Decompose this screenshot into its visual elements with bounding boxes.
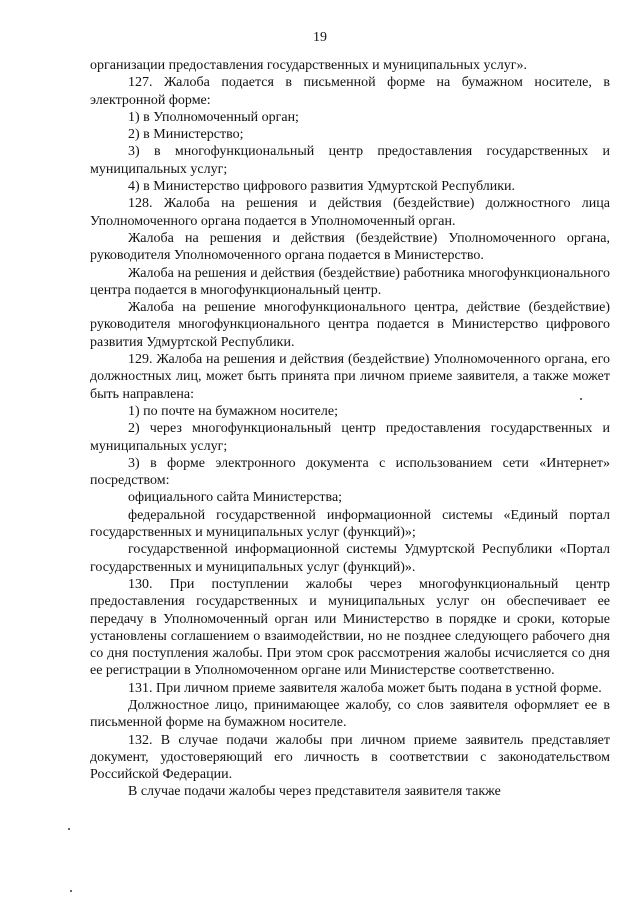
paragraph-129: 129. Жалоба на решения и действия (бездействие) Уполномоченного органа, его должностных лиц, может быть принята при личном приеме заявителя, а также может быть направлена: xyxy=(90,352,610,402)
scan-speck xyxy=(580,398,582,400)
scan-speck xyxy=(68,828,70,830)
list-item: 1) по почте на бумажном носителе; xyxy=(128,403,338,419)
list-item: 1) в Уполномоченный орган; xyxy=(128,109,299,125)
paragraph: Должностное лицо, принимающее жалобу, со слов заявителя оформляет ее в письменной форме на бумажном носителе. xyxy=(90,697,610,731)
sub-item: государственной информационной системы Удмуртской Республики «Портал государственных и муниципальных услуг (функций)». xyxy=(90,542,610,575)
paragraph-128: 128. Жалоба на решения и действия (бездействие) должностного лица Уполномоченного органа подается в Уполномоченный орган. xyxy=(90,196,610,229)
paragraph: В случае подачи жалобы через представителя заявителя также xyxy=(128,784,501,800)
paragraph: организации предоставления государственных и муниципальных услуг». xyxy=(90,58,527,73)
list-item: 3) в многофункциональный центр предоставления государственных и муниципальных услуг; xyxy=(90,144,610,177)
scan-speck xyxy=(70,890,72,892)
paragraph-130: 130. При поступлении жалобы через многофункциональный центр предоставления государственных и муниципальных услуг он обеспечивает ее передачу в Уполномоченный орган или Министерство в порядке и сроки, которые установлены соглашением о взаимодействии, но не позднее следующего рабочего дня со дня поступления жалобы. При этом срок рассмотрения жалобы исчисляется со дня ее регистрации в Уполномоченном органе или Министерстве соответственно. xyxy=(90,576,610,679)
list-item: 4) в Министерство цифрового развития Удмуртской Республики. xyxy=(128,179,516,195)
paragraph: Жалоба на решения и действия (бездействие) работника многофункционального центра подается в многофункциональный центр. xyxy=(90,265,610,298)
paragraph-127: 127. Жалоба подается в письменной форме на бумажном носителе, в электронной форме: xyxy=(90,75,610,108)
page-number: 19 xyxy=(313,30,327,45)
sub-item: официального сайта Министерства; xyxy=(128,490,343,506)
list-item: 2) в Министерство; xyxy=(128,127,244,143)
list-item: 2) через многофункциональный центр предоставления государственных и муниципальных услуг; xyxy=(90,421,610,454)
paragraph: Жалоба на решение многофункционального центра, действие (бездействие) руководителя многофункционального центра подается в Министерство цифрового развития Удмуртской Республики. xyxy=(90,300,610,350)
paragraph-132: 132. В случае подачи жалобы при личном приеме заявитель представляет документ, удостоверяющий его личность в соответствии с законодательством Российской Федерации. xyxy=(90,732,610,783)
paragraph-131: 131. При личном приеме заявителя жалоба может быть подана в устной форме. xyxy=(128,680,602,696)
paragraph: Жалоба на решения и действия (бездействие) Уполномоченного органа, руководителя Уполномоченного органа подается в Министерство. xyxy=(90,230,610,264)
list-item: 3) в форме электронного документа с использованием сети «Интернет» посредством: xyxy=(90,455,610,489)
document-body xyxy=(90,57,610,801)
sub-item: федеральной государственной информационной системы «Единый портал государственных и муниципальных услуг (функций)»; xyxy=(90,507,610,541)
